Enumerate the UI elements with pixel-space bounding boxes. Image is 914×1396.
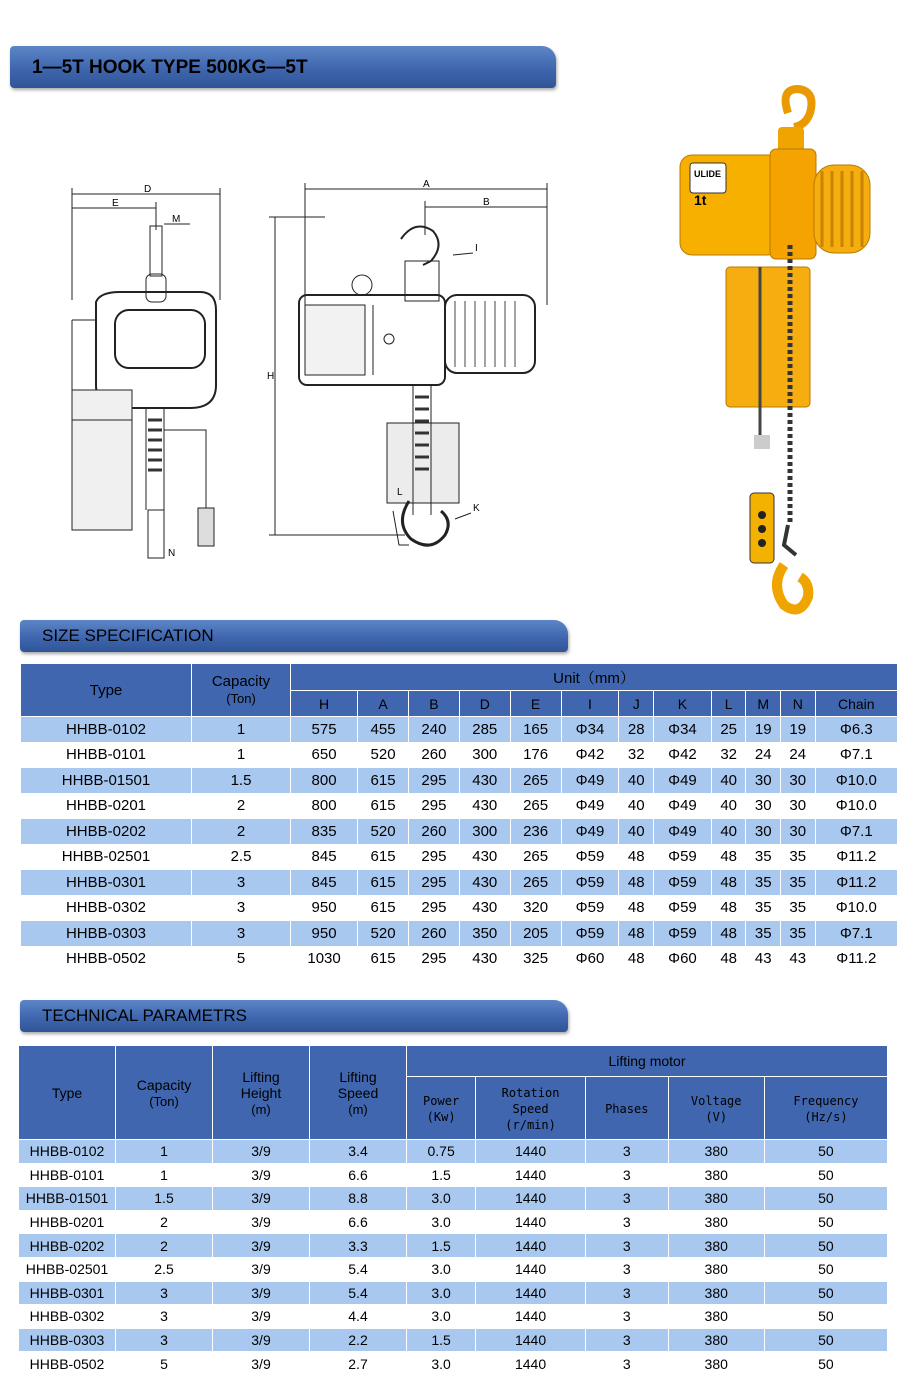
tech-cell-type: HHBB-0102 <box>19 1140 116 1164</box>
size-cell-value: Φ10.0 <box>815 793 897 819</box>
size-cell-value: 176 <box>510 742 561 768</box>
size-cell-value: 28 <box>619 717 654 743</box>
brand-logo-text: ULIDE <box>694 169 721 179</box>
size-cell-value: 205 <box>510 921 561 947</box>
size-cell-value: 35 <box>746 895 781 921</box>
size-cell-value: 35 <box>746 844 781 870</box>
tech-cell-type: HHBB-01501 <box>19 1187 116 1211</box>
size-col-header: J <box>619 691 654 717</box>
size-cell-value: Φ59 <box>653 844 711 870</box>
size-cell-type: HHBB-01501 <box>21 768 192 794</box>
tech-cell-capacity: 2 <box>116 1210 213 1234</box>
tech-table-row <box>19 1328 888 1352</box>
size-table-row <box>21 793 898 819</box>
size-cell-value: 43 <box>746 946 781 972</box>
tech-cell-rotation: 1440 <box>476 1187 586 1211</box>
size-cell-type: HHBB-02501 <box>21 844 192 870</box>
dim-label-l: L <box>397 487 403 498</box>
size-cell-value: Φ42 <box>561 742 619 768</box>
tech-cell-height: 3/9 <box>213 1187 310 1211</box>
tech-cell-frequency: 50 <box>764 1305 887 1329</box>
tech-cell-rotation: 1440 <box>476 1234 586 1258</box>
size-cell-value: 430 <box>459 895 510 921</box>
tech-cell-type: HHBB-0201 <box>19 1210 116 1234</box>
size-cell-value: 1030 <box>291 946 358 972</box>
size-cell-capacity: 5 <box>192 946 291 972</box>
dim-label-i: I <box>475 243 478 254</box>
size-cell-value: Φ49 <box>653 768 711 794</box>
dim-label-h: H <box>267 371 275 382</box>
tech-header-lifting-speed: Lifting Speed (m) <box>310 1046 407 1140</box>
tech-cell-voltage: 380 <box>668 1305 764 1329</box>
electric-hoist-photo <box>660 85 890 625</box>
size-cell-value: 615 <box>358 844 409 870</box>
size-cell-capacity: 3 <box>192 921 291 947</box>
tech-cell-frequency: 50 <box>764 1352 887 1376</box>
tech-cell-power: 0.75 <box>407 1140 476 1164</box>
tech-cell-height: 3/9 <box>213 1234 310 1258</box>
size-cell-value: Φ59 <box>653 895 711 921</box>
tech-cell-height: 3/9 <box>213 1328 310 1352</box>
tech-cell-phases: 3 <box>585 1328 668 1352</box>
tech-cell-frequency: 50 <box>764 1140 887 1164</box>
size-cell-value: 265 <box>510 768 561 794</box>
tech-table-row <box>19 1187 888 1211</box>
tech-cell-power: 1.5 <box>407 1328 476 1352</box>
tech-header-phases: Phases <box>585 1077 668 1140</box>
size-cell-value: 260 <box>408 921 459 947</box>
size-cell-type: HHBB-0502 <box>21 946 192 972</box>
size-table-row <box>21 870 898 896</box>
tech-cell-phases: 3 <box>585 1234 668 1258</box>
size-col-header: H <box>291 691 358 717</box>
tech-cell-rotation: 1440 <box>476 1163 586 1187</box>
tech-cell-voltage: 380 <box>668 1328 764 1352</box>
size-cell-value: Φ49 <box>653 793 711 819</box>
section-title-size-specification: SIZE SPECIFICATION <box>20 620 568 652</box>
tech-cell-voltage: 380 <box>668 1234 764 1258</box>
size-cell-value: 24 <box>781 742 816 768</box>
size-cell-value: 32 <box>711 742 746 768</box>
size-cell-value: 43 <box>781 946 816 972</box>
tech-cell-power: 3.0 <box>407 1187 476 1211</box>
tech-cell-height: 3/9 <box>213 1305 310 1329</box>
tech-header-power: Power (Kw) <box>407 1077 476 1140</box>
size-table-row <box>21 717 898 743</box>
size-cell-value: 30 <box>746 768 781 794</box>
size-cell-value: Φ59 <box>653 870 711 896</box>
tech-header-capacity: Capacity (Ton) <box>116 1046 213 1140</box>
size-cell-value: Φ7.1 <box>815 921 897 947</box>
tech-header-type: Type <box>19 1046 116 1140</box>
size-cell-value: 30 <box>781 768 816 794</box>
tech-cell-phases: 3 <box>585 1163 668 1187</box>
size-cell-value: Φ59 <box>561 921 619 947</box>
size-col-header: D <box>459 691 510 717</box>
size-cell-value: 615 <box>358 946 409 972</box>
tech-cell-frequency: 50 <box>764 1163 887 1187</box>
tech-cell-frequency: 50 <box>764 1281 887 1305</box>
tech-cell-voltage: 380 <box>668 1140 764 1164</box>
tech-header-lifting-motor: Lifting motor <box>407 1046 888 1077</box>
size-cell-value: 325 <box>510 946 561 972</box>
size-cell-value: 24 <box>746 742 781 768</box>
size-cell-value: 19 <box>781 717 816 743</box>
size-cell-value: 48 <box>711 946 746 972</box>
size-cell-value: 845 <box>291 870 358 896</box>
tech-cell-type: HHBB-0502 <box>19 1352 116 1376</box>
size-cell-value: 40 <box>711 768 746 794</box>
size-cell-value: 30 <box>781 793 816 819</box>
tech-cell-height: 3/9 <box>213 1257 310 1281</box>
size-cell-value: 30 <box>781 819 816 845</box>
tech-cell-speed: 3.3 <box>310 1234 407 1258</box>
size-cell-type: HHBB-0201 <box>21 793 192 819</box>
tech-cell-rotation: 1440 <box>476 1328 586 1352</box>
size-cell-value: 800 <box>291 793 358 819</box>
size-cell-value: 650 <box>291 742 358 768</box>
size-cell-capacity: 2 <box>192 819 291 845</box>
size-col-header: M <box>746 691 781 717</box>
tech-cell-voltage: 380 <box>668 1163 764 1187</box>
size-cell-value: 260 <box>408 819 459 845</box>
size-cell-capacity: 3 <box>192 870 291 896</box>
size-cell-value: 455 <box>358 717 409 743</box>
size-cell-capacity: 3 <box>192 895 291 921</box>
size-cell-value: Φ59 <box>561 870 619 896</box>
size-cell-value: Φ34 <box>653 717 711 743</box>
size-cell-value: 35 <box>781 895 816 921</box>
technical-parameters-table <box>18 1045 888 1376</box>
size-cell-value: 40 <box>619 819 654 845</box>
tech-cell-voltage: 380 <box>668 1210 764 1234</box>
tech-cell-frequency: 50 <box>764 1210 887 1234</box>
tech-table-row <box>19 1257 888 1281</box>
size-cell-value: 165 <box>510 717 561 743</box>
tech-cell-speed: 3.4 <box>310 1140 407 1164</box>
size-cell-value: Φ49 <box>561 768 619 794</box>
tech-table-row <box>19 1210 888 1234</box>
size-cell-value: 950 <box>291 921 358 947</box>
tech-cell-capacity: 1 <box>116 1163 213 1187</box>
size-cell-value: 300 <box>459 742 510 768</box>
tech-cell-phases: 3 <box>585 1305 668 1329</box>
size-cell-capacity: 2 <box>192 793 291 819</box>
size-cell-value: 35 <box>746 921 781 947</box>
size-cell-type: HHBB-0101 <box>21 742 192 768</box>
size-cell-value: Φ6.3 <box>815 717 897 743</box>
tech-cell-rotation: 1440 <box>476 1281 586 1305</box>
size-cell-value: 40 <box>619 793 654 819</box>
size-cell-value: 265 <box>510 793 561 819</box>
tech-cell-type: HHBB-0301 <box>19 1281 116 1305</box>
size-cell-capacity: 2.5 <box>192 844 291 870</box>
tech-cell-type: HHBB-0202 <box>19 1234 116 1258</box>
tech-cell-capacity: 1 <box>116 1140 213 1164</box>
dim-label-d: D <box>144 184 152 195</box>
size-cell-value: 835 <box>291 819 358 845</box>
tech-cell-height: 3/9 <box>213 1352 310 1376</box>
size-cell-value: 40 <box>711 793 746 819</box>
size-cell-value: 35 <box>746 870 781 896</box>
tech-cell-capacity: 3 <box>116 1328 213 1352</box>
size-col-header: I <box>561 691 619 717</box>
tech-cell-power: 3.0 <box>407 1210 476 1234</box>
tech-table-row <box>19 1234 888 1258</box>
tech-cell-capacity: 1.5 <box>116 1187 213 1211</box>
capacity-plate: 1t <box>694 192 707 208</box>
size-cell-value: 48 <box>619 895 654 921</box>
tech-cell-rotation: 1440 <box>476 1352 586 1376</box>
tech-cell-speed: 8.8 <box>310 1187 407 1211</box>
front-view-drawing <box>60 180 240 570</box>
tech-cell-type: HHBB-02501 <box>19 1257 116 1281</box>
size-cell-value: 575 <box>291 717 358 743</box>
tech-table-row <box>19 1281 888 1305</box>
size-cell-value: 25 <box>711 717 746 743</box>
size-cell-value: Φ49 <box>561 793 619 819</box>
tech-cell-speed: 2.2 <box>310 1328 407 1352</box>
size-cell-type: HHBB-0301 <box>21 870 192 896</box>
size-cell-type: HHBB-0202 <box>21 819 192 845</box>
size-table-row <box>21 895 898 921</box>
size-cell-value: 350 <box>459 921 510 947</box>
size-table-row <box>21 946 898 972</box>
size-cell-value: 430 <box>459 946 510 972</box>
size-cell-value: 615 <box>358 895 409 921</box>
tech-cell-rotation: 1440 <box>476 1305 586 1329</box>
size-table-row <box>21 844 898 870</box>
tech-cell-phases: 3 <box>585 1210 668 1234</box>
size-cell-value: Φ59 <box>653 921 711 947</box>
size-cell-value: 40 <box>711 819 746 845</box>
size-cell-value: Φ49 <box>561 819 619 845</box>
size-cell-value: Φ10.0 <box>815 768 897 794</box>
size-cell-value: 295 <box>408 768 459 794</box>
dim-label-b: B <box>483 197 490 208</box>
tech-cell-speed: 5.4 <box>310 1257 407 1281</box>
tech-cell-power: 1.5 <box>407 1234 476 1258</box>
tech-cell-power: 3.0 <box>407 1352 476 1376</box>
dim-label-n: N <box>168 548 176 559</box>
size-cell-capacity: 1.5 <box>192 768 291 794</box>
tech-cell-speed: 5.4 <box>310 1281 407 1305</box>
size-cell-value: 295 <box>408 844 459 870</box>
tech-cell-power: 3.0 <box>407 1257 476 1281</box>
tech-cell-rotation: 1440 <box>476 1257 586 1281</box>
size-cell-capacity: 1 <box>192 717 291 743</box>
size-table-row <box>21 921 898 947</box>
size-cell-value: 30 <box>746 793 781 819</box>
size-cell-value: 48 <box>619 870 654 896</box>
tech-cell-height: 3/9 <box>213 1163 310 1187</box>
size-cell-value: 430 <box>459 768 510 794</box>
tech-cell-rotation: 1440 <box>476 1210 586 1234</box>
dim-label-a: A <box>423 179 430 190</box>
size-cell-value: 615 <box>358 768 409 794</box>
tech-cell-type: HHBB-0303 <box>19 1328 116 1352</box>
size-cell-value: 295 <box>408 895 459 921</box>
size-cell-type: HHBB-0102 <box>21 717 192 743</box>
size-col-header: A <box>358 691 409 717</box>
size-cell-value: 520 <box>358 921 409 947</box>
size-cell-value: Φ11.2 <box>815 844 897 870</box>
size-cell-value: 520 <box>358 742 409 768</box>
size-cell-value: 48 <box>711 895 746 921</box>
tech-cell-frequency: 50 <box>764 1234 887 1258</box>
tech-cell-frequency: 50 <box>764 1257 887 1281</box>
tech-cell-capacity: 5 <box>116 1352 213 1376</box>
tech-cell-power: 1.5 <box>407 1163 476 1187</box>
size-cell-value: 295 <box>408 870 459 896</box>
size-cell-value: 295 <box>408 946 459 972</box>
size-table-row <box>21 742 898 768</box>
size-cell-value: 40 <box>619 768 654 794</box>
size-col-header: E <box>510 691 561 717</box>
section-title-hook-type: 1—5T HOOK TYPE 500KG—5T <box>10 46 556 88</box>
size-header-type: Type <box>21 664 192 717</box>
size-cell-value: 48 <box>619 946 654 972</box>
tech-cell-phases: 3 <box>585 1257 668 1281</box>
size-cell-value: Φ10.0 <box>815 895 897 921</box>
size-cell-value: 30 <box>746 819 781 845</box>
size-cell-value: 320 <box>510 895 561 921</box>
size-cell-value: Φ7.1 <box>815 742 897 768</box>
tech-table-row <box>19 1140 888 1164</box>
tech-header-rotation-speed: Rotation Speed (r/min) <box>476 1077 586 1140</box>
size-cell-capacity: 1 <box>192 742 291 768</box>
tech-table-row <box>19 1352 888 1376</box>
size-cell-value: Φ11.2 <box>815 946 897 972</box>
dim-label-k: K <box>473 503 480 514</box>
size-cell-value: 430 <box>459 793 510 819</box>
dim-label-e: E <box>112 198 119 209</box>
tech-header-lifting-height: Lifting Height (m) <box>213 1046 310 1140</box>
tech-cell-speed: 2.7 <box>310 1352 407 1376</box>
size-cell-value: 430 <box>459 870 510 896</box>
size-cell-value: 300 <box>459 819 510 845</box>
tech-cell-capacity: 2 <box>116 1234 213 1258</box>
size-cell-value: 520 <box>358 819 409 845</box>
size-col-header: B <box>408 691 459 717</box>
tech-table-row <box>19 1305 888 1329</box>
size-cell-value: 19 <box>746 717 781 743</box>
size-cell-value: Φ59 <box>561 895 619 921</box>
dim-label-m: M <box>172 214 181 225</box>
tech-cell-voltage: 380 <box>668 1281 764 1305</box>
size-header-unit: Unit（mm） <box>291 664 898 691</box>
size-cell-value: 285 <box>459 717 510 743</box>
tech-cell-power: 3.0 <box>407 1305 476 1329</box>
size-cell-value: 260 <box>408 742 459 768</box>
size-cell-value: 48 <box>711 921 746 947</box>
size-specification-table <box>20 663 898 972</box>
tech-cell-phases: 3 <box>585 1187 668 1211</box>
size-cell-value: 265 <box>510 870 561 896</box>
tech-cell-power: 3.0 <box>407 1281 476 1305</box>
size-cell-value: Φ11.2 <box>815 870 897 896</box>
tech-cell-voltage: 380 <box>668 1352 764 1376</box>
size-cell-type: HHBB-0302 <box>21 895 192 921</box>
tech-cell-voltage: 380 <box>668 1187 764 1211</box>
tech-cell-frequency: 50 <box>764 1328 887 1352</box>
tech-cell-frequency: 50 <box>764 1187 887 1211</box>
size-cell-value: 236 <box>510 819 561 845</box>
size-cell-value: 800 <box>291 768 358 794</box>
tech-cell-type: HHBB-0302 <box>19 1305 116 1329</box>
size-cell-value: 265 <box>510 844 561 870</box>
size-cell-value: 950 <box>291 895 358 921</box>
size-cell-value: 615 <box>358 870 409 896</box>
tech-table-row <box>19 1163 888 1187</box>
size-cell-value: Φ7.1 <box>815 819 897 845</box>
size-cell-value: 430 <box>459 844 510 870</box>
size-cell-value: 48 <box>711 870 746 896</box>
tech-cell-capacity: 3 <box>116 1305 213 1329</box>
tech-cell-height: 3/9 <box>213 1140 310 1164</box>
tech-cell-speed: 6.6 <box>310 1163 407 1187</box>
tech-cell-speed: 4.4 <box>310 1305 407 1329</box>
tech-cell-height: 3/9 <box>213 1210 310 1234</box>
tech-cell-capacity: 2.5 <box>116 1257 213 1281</box>
tech-cell-voltage: 380 <box>668 1257 764 1281</box>
size-col-header: L <box>711 691 746 717</box>
section-title-technical-parameters: TECHNICAL PARAMETRS <box>20 1000 568 1032</box>
size-cell-value: 48 <box>619 921 654 947</box>
size-cell-value: Φ59 <box>561 844 619 870</box>
size-col-header: N <box>781 691 816 717</box>
tech-cell-height: 3/9 <box>213 1281 310 1305</box>
size-cell-value: 35 <box>781 921 816 947</box>
size-cell-value: 48 <box>711 844 746 870</box>
size-header-capacity: Capacity (Ton) <box>192 664 291 717</box>
size-col-header: Chain <box>815 691 897 717</box>
tech-cell-phases: 3 <box>585 1140 668 1164</box>
tech-header-frequency: Frequency (Hz/s) <box>764 1077 887 1140</box>
size-cell-value: 35 <box>781 844 816 870</box>
size-cell-value: Φ42 <box>653 742 711 768</box>
size-table-row <box>21 768 898 794</box>
size-cell-value: 615 <box>358 793 409 819</box>
tech-header-voltage: Voltage (V) <box>668 1077 764 1140</box>
size-cell-value: Φ49 <box>653 819 711 845</box>
size-cell-value: 845 <box>291 844 358 870</box>
size-cell-value: 295 <box>408 793 459 819</box>
size-cell-value: 32 <box>619 742 654 768</box>
size-cell-value: 35 <box>781 870 816 896</box>
size-cell-value: Φ34 <box>561 717 619 743</box>
size-cell-value: Φ60 <box>653 946 711 972</box>
size-cell-value: 48 <box>619 844 654 870</box>
tech-cell-type: HHBB-0101 <box>19 1163 116 1187</box>
tech-cell-speed: 6.6 <box>310 1210 407 1234</box>
tech-cell-phases: 3 <box>585 1352 668 1376</box>
size-cell-value: Φ60 <box>561 946 619 972</box>
tech-cell-capacity: 3 <box>116 1281 213 1305</box>
tech-cell-phases: 3 <box>585 1281 668 1305</box>
tech-cell-rotation: 1440 <box>476 1140 586 1164</box>
size-cell-type: HHBB-0303 <box>21 921 192 947</box>
size-cell-value: 240 <box>408 717 459 743</box>
size-table-row <box>21 819 898 845</box>
side-view-drawing <box>265 175 565 570</box>
size-col-header: K <box>653 691 711 717</box>
